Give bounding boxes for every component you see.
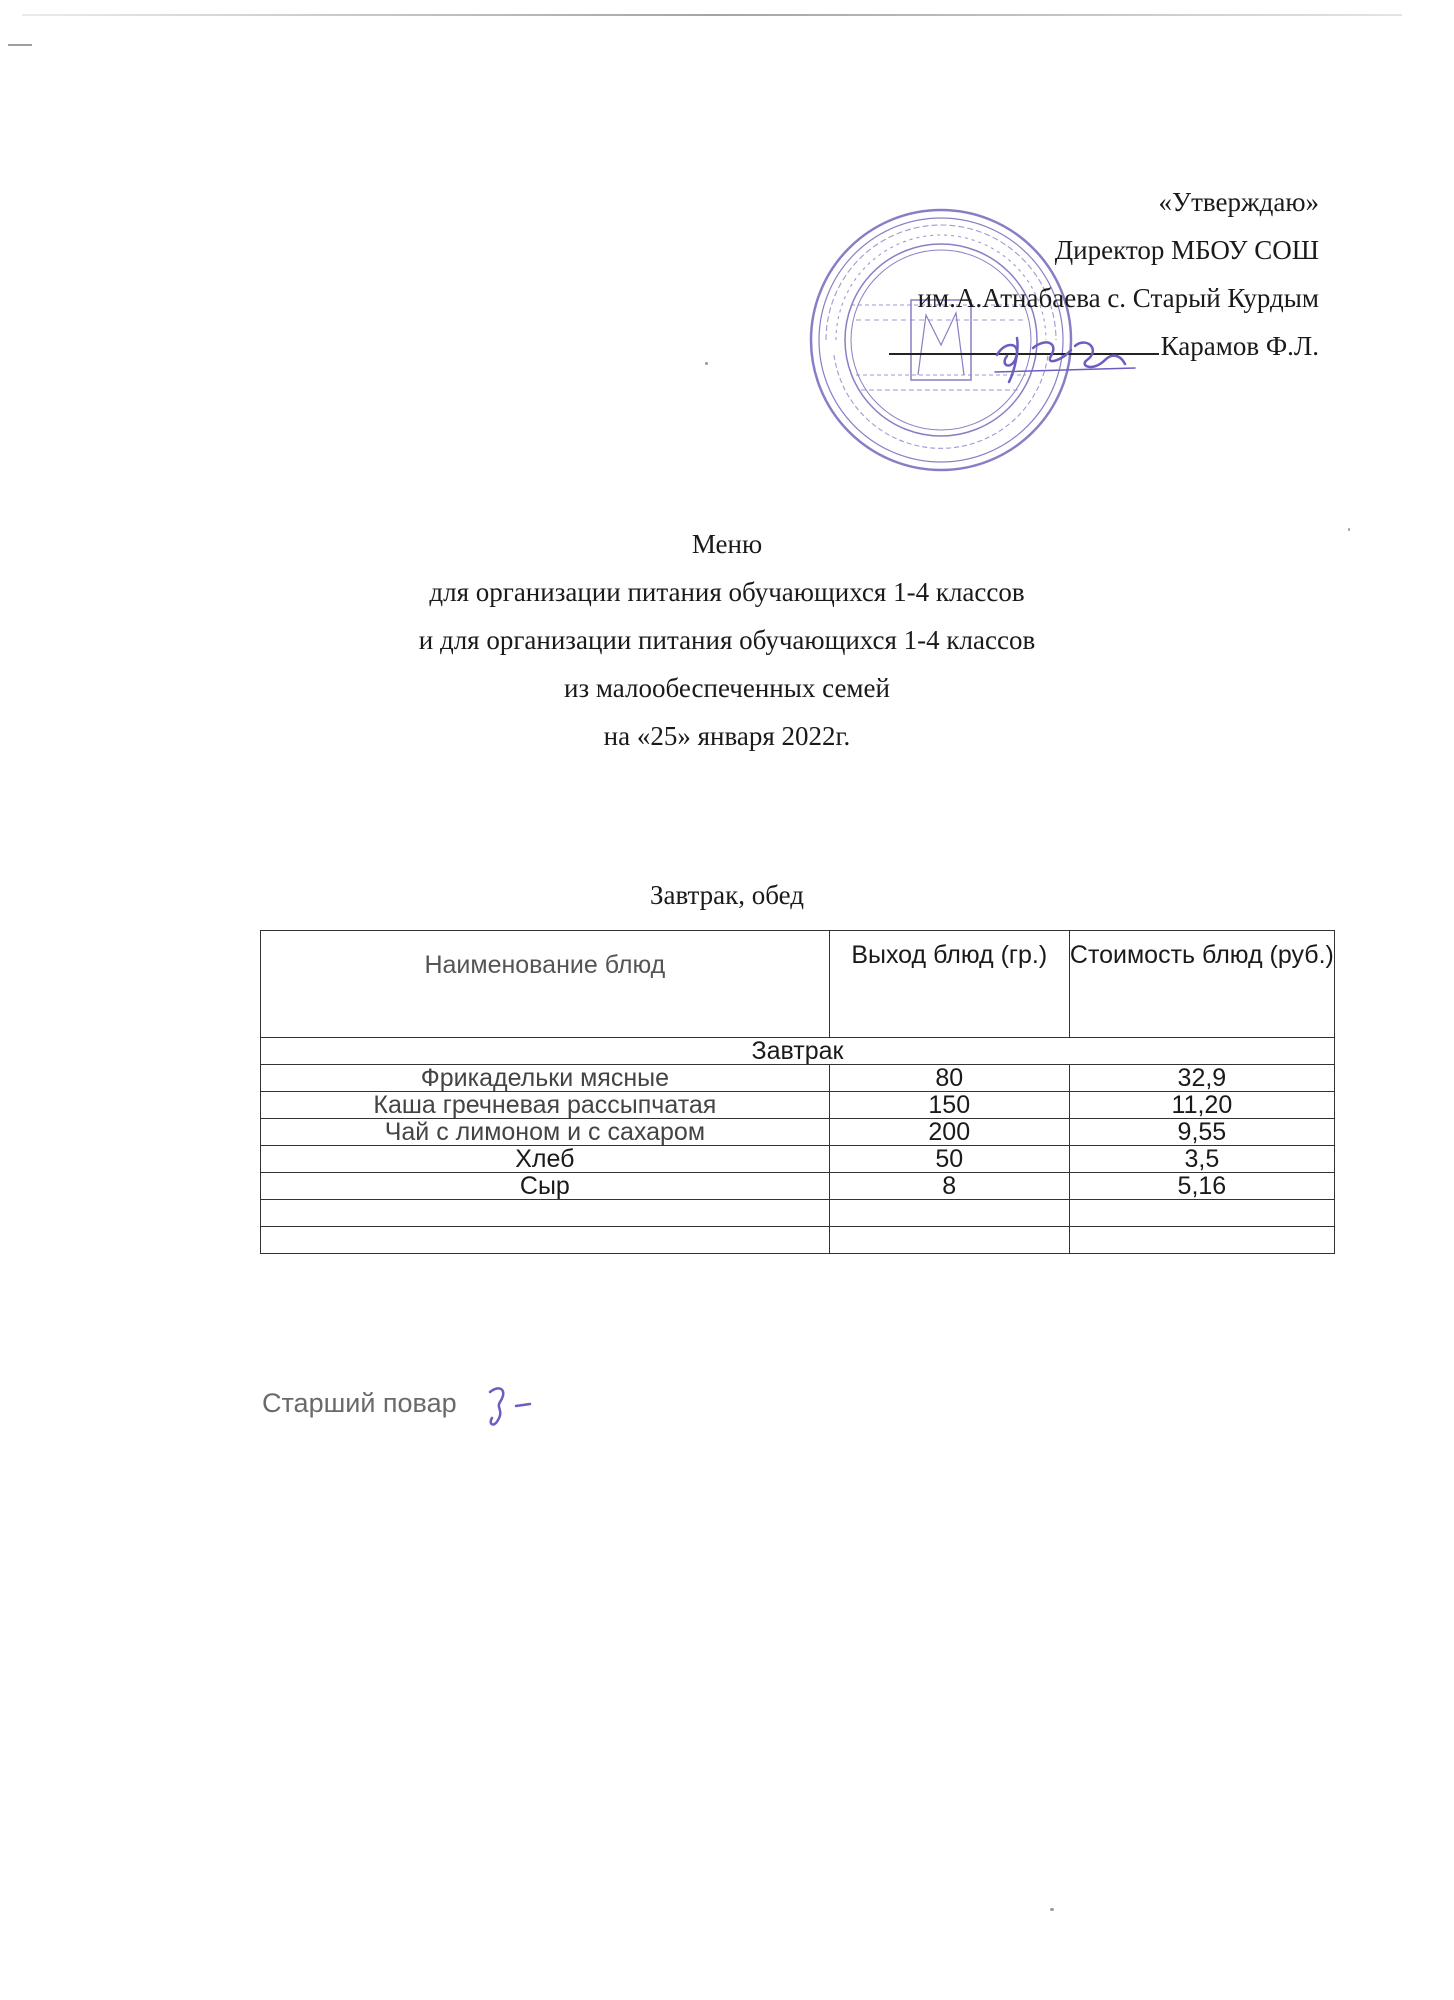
menu-heading (0, 520, 1454, 760)
dish-yield: 80 (829, 1065, 1069, 1092)
approval-name: Карамов Ф.Л. (1160, 331, 1319, 361)
dish-name: Каша гречневая рассыпчатая (261, 1092, 830, 1119)
table-header-row (261, 931, 1335, 1038)
scan-edge-mark (8, 44, 32, 46)
table-row-empty (261, 1227, 1335, 1254)
dish-cost: 11,20 (1069, 1092, 1334, 1119)
heading-date: на «25» января 2022г. (603, 721, 851, 751)
signature-line (889, 329, 1159, 355)
dish-yield: 200 (829, 1119, 1069, 1146)
approval-signature-line (889, 322, 1319, 370)
table-row-empty (261, 1200, 1335, 1227)
table-row (261, 1146, 1335, 1173)
table-row (261, 1173, 1335, 1200)
dish-yield: 50 (829, 1146, 1069, 1173)
dish-name: Сыр (261, 1173, 830, 1200)
scan-speck (1050, 1908, 1054, 1911)
heading-line-4: из малообеспеченных семей (564, 673, 890, 703)
table-row (261, 1065, 1335, 1092)
cook-label: Старший повар (262, 1388, 457, 1418)
dish-cost: 9,55 (1069, 1119, 1334, 1146)
section-row (261, 1038, 1335, 1065)
dish-yield: 8 (829, 1173, 1069, 1200)
header-cost: Стоимость блюд (руб.) (1069, 931, 1334, 1038)
dish-yield: 150 (829, 1092, 1069, 1119)
dish-name: Чай с лимоном и с сахаром (261, 1119, 830, 1146)
dish-name (261, 1227, 830, 1254)
heading-line-2: для организации питания обучающихся 1-4 классов (429, 577, 1025, 607)
approval-position: Директор МБОУ СОШ (1054, 235, 1319, 265)
header-yield: Выход блюд (гр.) (829, 931, 1069, 1038)
scan-speck (705, 362, 708, 365)
cook-signature (478, 1378, 548, 1433)
dish-cost (1069, 1200, 1334, 1227)
dish-name: Хлеб (261, 1146, 830, 1173)
dish-cost: 5,16 (1069, 1173, 1334, 1200)
scan-speck (1348, 528, 1350, 531)
dish-cost: 32,9 (1069, 1065, 1334, 1092)
table-row (261, 1119, 1335, 1146)
heading-title: Меню (691, 529, 763, 559)
menu-table (260, 930, 1335, 1254)
dish-yield (829, 1200, 1069, 1227)
approval-school: им.А.Атнабаева с. Старый Курдым (917, 283, 1319, 313)
section-label: Завтрак (261, 1038, 1335, 1065)
dish-name: Фрикадельки мясные (261, 1065, 830, 1092)
approval-block (889, 178, 1319, 370)
dish-name (261, 1200, 830, 1227)
header-name: Наименование блюд (261, 931, 830, 1038)
meal-title: Завтрак, обед (649, 880, 805, 910)
scan-edge-line (22, 14, 1402, 16)
dish-yield (829, 1227, 1069, 1254)
approval-title: «Утверждаю» (1158, 187, 1319, 217)
dish-cost (1069, 1227, 1334, 1254)
dish-cost: 3,5 (1069, 1146, 1334, 1173)
table-row (261, 1092, 1335, 1119)
heading-line-3: и для организации питания обучающихся 1-4 классов (418, 625, 1036, 655)
